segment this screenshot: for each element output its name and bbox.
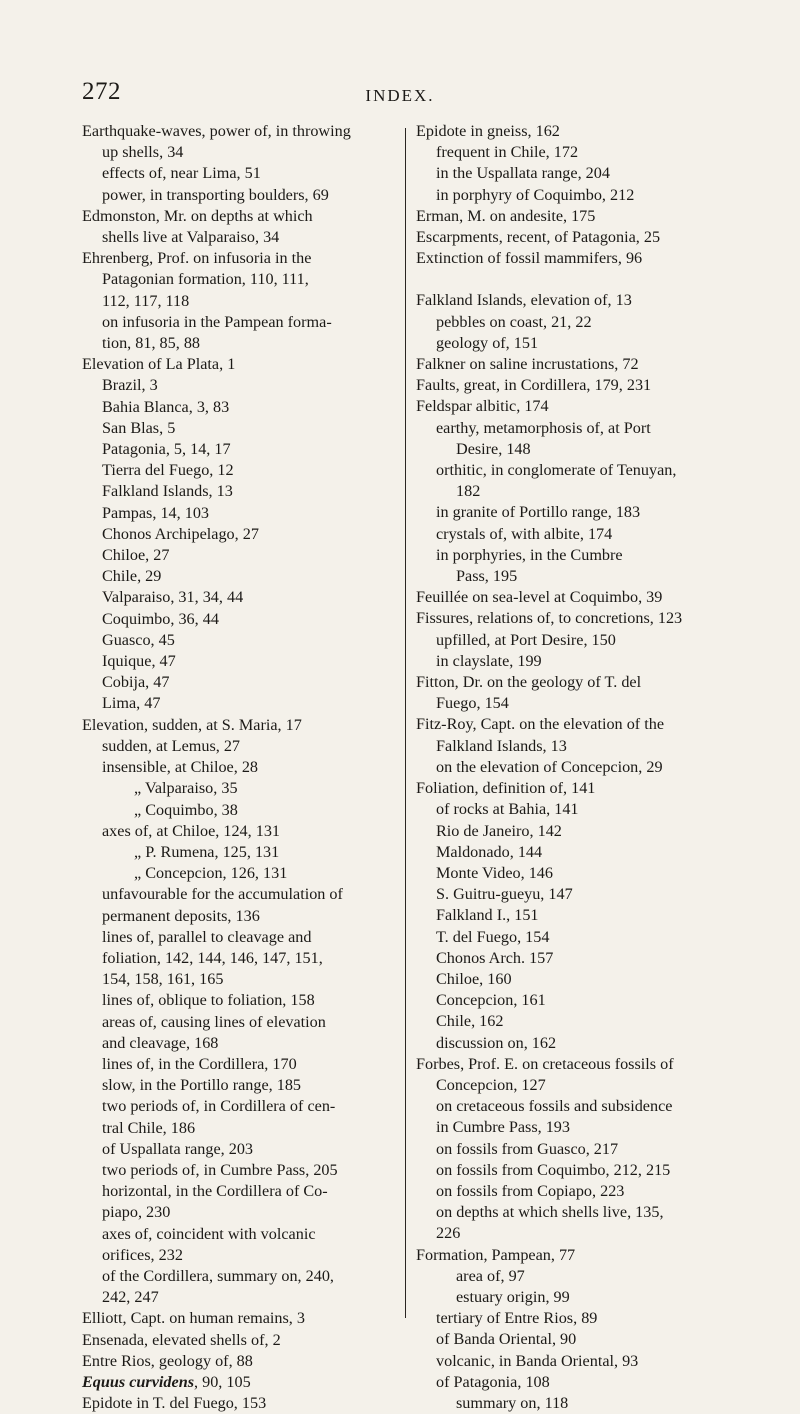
index-entry: San Blas, 5: [102, 418, 176, 437]
index-entry: Elliott, Capt. on human remains, 3: [82, 1309, 305, 1328]
index-entry: estuary origin, 99: [456, 1287, 570, 1306]
index-entry: Patagonia, 5, 14, 17: [102, 440, 231, 459]
page-number: 272: [82, 78, 121, 105]
index-entry: summary on, 118: [456, 1393, 569, 1412]
index-entry: 154, 158, 161, 165: [102, 970, 224, 989]
index-entry: on infusoria in the Pampean forma-: [102, 312, 332, 331]
index-entry: Chiloe, 27: [102, 546, 170, 565]
index-entry: Rio de Janeiro, 142: [436, 821, 562, 840]
index-entry: Patagonian formation, 110, 111,: [102, 270, 309, 289]
index-entry: axes of, coincident with volcanic: [102, 1224, 316, 1243]
index-entry: of Uspallata range, 203: [102, 1139, 254, 1158]
index-entry: shells live at Valparaiso, 34: [102, 228, 280, 247]
index-entry: in the Uspallata range, 204: [436, 164, 610, 183]
index-entry: Epidote in gneiss, 162: [416, 122, 560, 140]
index-entry: S. Guitru-gueyu, 147: [436, 885, 573, 904]
index-entry: unfavourable for the accumulation of: [102, 885, 343, 904]
index-entry: horizontal, in the Cordillera of Co-: [102, 1182, 328, 1201]
index-entry: of Patagonia, 108: [436, 1372, 550, 1391]
index-entry: on depths at which shells live, 135,: [436, 1203, 664, 1222]
index-entry: Faults, great, in Cordillera, 179, 231: [416, 376, 652, 395]
index-entry: up shells, 34: [102, 143, 184, 162]
index-entry: Erman, M. on andesite, 175: [416, 206, 596, 225]
index-entry: in porphyry of Coquimbo, 212: [436, 185, 635, 204]
index-entry: 226: [436, 1224, 461, 1243]
index-entry: Extinction of fossil mammifers, 96: [416, 249, 643, 268]
index-entry: „ Valparaiso, 35: [134, 779, 238, 798]
index-entry: Concepcion, 127: [436, 1075, 546, 1094]
index-entry: Chile, 29: [102, 567, 162, 586]
index-entry: orifices, 232: [102, 1245, 183, 1264]
index-entry: of Banda Oriental, 90: [436, 1330, 577, 1349]
index-column-right: [416, 121, 736, 1414]
index-entry: of rocks at Bahia, 141: [436, 800, 579, 819]
index-entry: Guasco, 45: [102, 630, 175, 649]
index-entry: Epidote in T. del Fuego, 153: [82, 1394, 267, 1413]
index-entry: orthitic, in conglomerate of Tenuyan,: [436, 461, 677, 480]
index-entry: Tierra del Fuego, 12: [102, 461, 234, 480]
index-entry: slow, in the Portillo range, 185: [102, 1076, 302, 1095]
index-entry: Falkland Islands, elevation of, 13: [416, 291, 632, 310]
index-entry: axes of, at Chiloe, 124, 131: [102, 821, 281, 840]
index-entry: Entre Rios, geology of, 88: [82, 1351, 253, 1370]
index-entry: Escarpments, recent, of Patagonia, 25: [416, 228, 661, 247]
index-entry: on fossils from Copiapo, 223: [436, 1181, 625, 1200]
index-entry: area of, 97: [456, 1266, 525, 1285]
column-divider: [405, 128, 406, 1318]
index-entry: tral Chile, 186: [102, 1118, 196, 1137]
index-entry: Pass, 195: [456, 567, 518, 586]
index-entry: 242, 247: [102, 1288, 159, 1307]
index-entry: on cretaceous fossils and subsidence: [436, 1097, 673, 1116]
index-entry: effects of, near Lima, 51: [102, 164, 261, 183]
index-entry: and cleavage, 168: [102, 1033, 219, 1052]
index-entry: Falkner on saline incrustations, 72: [416, 355, 639, 374]
index-entry: Maldonado, 144: [436, 842, 543, 861]
index-entry: Earthquake-waves, power of, in throwing: [82, 122, 351, 140]
index-entry: Coquimbo, 36, 44: [102, 609, 219, 628]
index-entry: Falkland Islands, 13: [436, 736, 567, 755]
index-entry: Chile, 162: [436, 1012, 504, 1031]
index-entry: 112, 117, 118: [102, 291, 190, 310]
index-entry: Chonos Archipelago, 27: [102, 524, 259, 543]
index-entry: Feuillée on sea-level at Coquimbo, 39: [416, 588, 663, 607]
index-entry: on the elevation of Concepcion, 29: [436, 757, 663, 776]
index-entry: on fossils from Guasco, 217: [436, 1139, 619, 1158]
index-entry: Brazil, 3: [102, 376, 158, 395]
index-entry: Falkland I., 151: [436, 906, 539, 925]
index-entry: frequent in Chile, 172: [436, 143, 579, 162]
index-entry: on fossils from Coquimbo, 212, 215: [436, 1160, 671, 1179]
index-entry: two periods of, in Cumbre Pass, 205: [102, 1160, 338, 1179]
index-entry: Cobija, 47: [102, 673, 170, 692]
index-entry: sudden, at Lemus, 27: [102, 736, 241, 755]
index-entry: 182: [456, 482, 481, 501]
index-entry: „ Concepcion, 126, 131: [134, 864, 288, 883]
index-entry: Ehrenberg, Prof. on infusoria in the: [82, 249, 312, 268]
index-entry: Desire, 148: [456, 439, 531, 458]
index-entry: pebbles on coast, 21, 22: [436, 312, 592, 331]
index-entry: Forbes, Prof. E. on cretaceous fossils of: [416, 1054, 674, 1073]
index-entry: Chiloe, 160: [436, 969, 512, 988]
index-entry: tertiary of Entre Rios, 89: [436, 1309, 598, 1328]
index-entry: piapo, 230: [102, 1203, 171, 1222]
index-entry: permanent deposits, 136: [102, 906, 260, 925]
index-entry: Bahia Blanca, 3, 83: [102, 397, 230, 416]
index-entry: Pampas, 14, 103: [102, 503, 210, 522]
index-entry: Equus curvidens, 90, 105: [82, 1372, 251, 1391]
index-entry: „ Coquimbo, 38: [134, 800, 238, 819]
index-entry: Fitz-Roy, Capt. on the elevation of the: [416, 715, 665, 734]
index-entry: Monte Video, 146: [436, 863, 553, 882]
index-entry: two periods of, in Cordillera of cen-: [102, 1097, 336, 1116]
index-column-left: [82, 121, 400, 1414]
index-entry: in porphyries, in the Cumbre: [436, 545, 623, 564]
index-entry: tion, 81, 85, 88: [102, 334, 201, 353]
index-entry: earthy, metamorphosis of, at Port: [436, 418, 651, 437]
index-entry: discussion on, 162: [436, 1033, 557, 1052]
index-entry: in clayslate, 199: [436, 651, 542, 670]
index-entry: insensible, at Chiloe, 28: [102, 758, 259, 777]
index-entry: volcanic, in Banda Oriental, 93: [436, 1351, 639, 1370]
index-entry: Fuego, 154: [436, 694, 509, 713]
index-entry: Formation, Pampean, 77: [416, 1245, 576, 1264]
index-entry: Iquique, 47: [102, 652, 176, 671]
index-entry: Chonos Arch. 157: [436, 948, 554, 967]
index-entry: in granite of Portillo range, 183: [436, 503, 641, 522]
index-entry: Fissures, relations of, to concretions, 123: [416, 609, 683, 628]
index-entry: Elevation of La Plata, 1: [82, 355, 236, 374]
index-entry: T. del Fuego, 154: [436, 927, 550, 946]
index-entry: lines of, in the Cordillera, 170: [102, 1054, 297, 1073]
index-entry: power, in transporting boulders, 69: [102, 185, 329, 204]
index-entry: Edmonston, Mr. on depths at which: [82, 206, 313, 225]
index-entry: crystals of, with albite, 174: [436, 524, 613, 543]
running-head: INDEX.: [365, 86, 435, 105]
index-entry: geology of, 151: [436, 333, 539, 352]
index-entry: lines of, oblique to foliation, 158: [102, 991, 315, 1010]
index-entry: Fitton, Dr. on the geology of T. del: [416, 673, 642, 692]
index-entry: of the Cordillera, summary on, 240,: [102, 1266, 334, 1285]
index-entry: Foliation, definition of, 141: [416, 779, 596, 798]
index-entry: Concepcion, 161: [436, 991, 546, 1010]
index-entry: „ P. Rumena, 125, 131: [134, 842, 280, 861]
index-entry: Feldspar albitic, 174: [416, 397, 549, 416]
index-entry: areas of, causing lines of elevation: [102, 1012, 326, 1031]
species-name: Equus curvidens: [82, 1372, 194, 1391]
index-entry: Valparaiso, 31, 34, 44: [102, 588, 244, 607]
index-entry: upfilled, at Port Desire, 150: [436, 630, 616, 649]
index-entry: foliation, 142, 144, 146, 147, 151,: [102, 948, 323, 967]
index-entry: Elevation, sudden, at S. Maria, 17: [82, 715, 302, 734]
index-entry: Lima, 47: [102, 694, 161, 713]
index-entry: Falkland Islands, 13: [102, 482, 233, 501]
index-entry: in Cumbre Pass, 193: [436, 1118, 570, 1137]
index-entry: Ensenada, elevated shells of, 2: [82, 1330, 281, 1349]
index-entry: lines of, parallel to cleavage and: [102, 927, 312, 946]
